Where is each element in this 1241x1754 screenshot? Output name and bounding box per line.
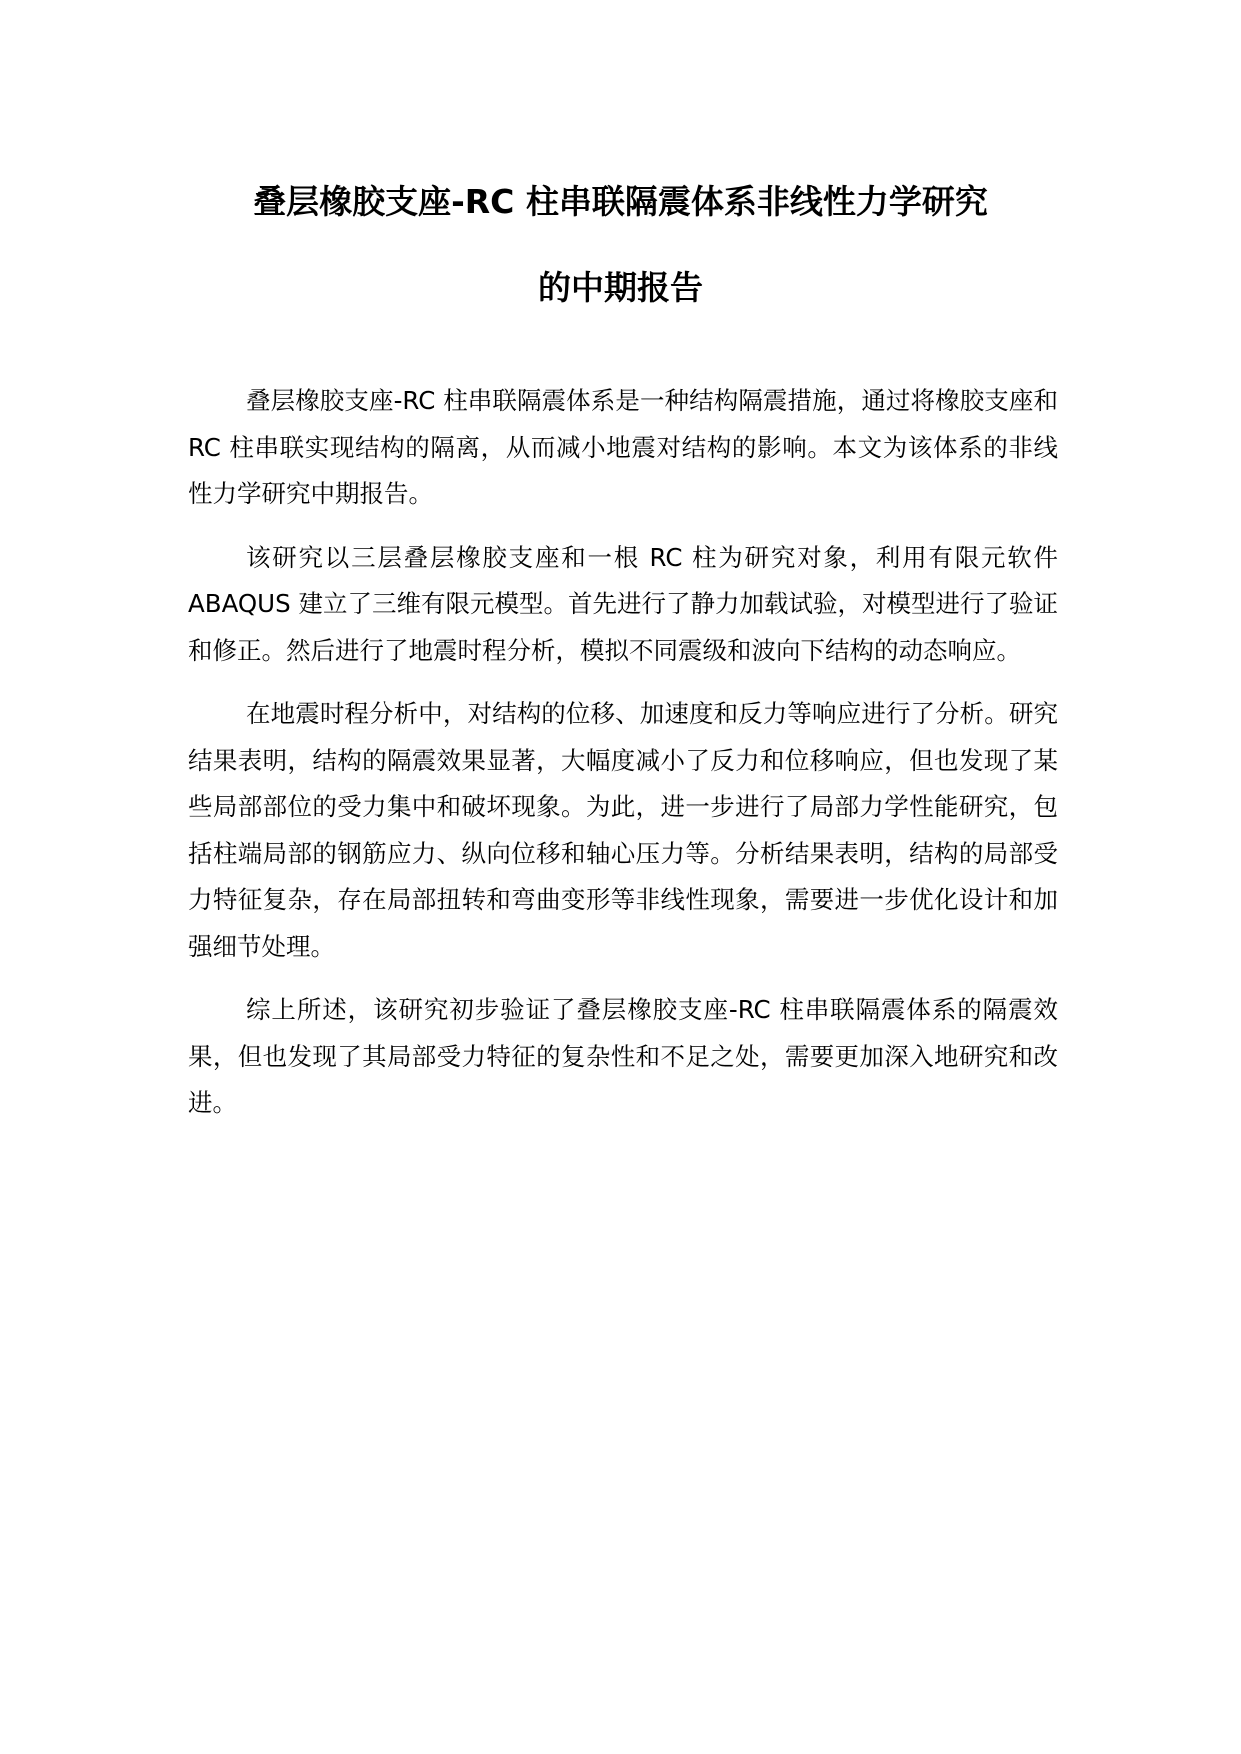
paragraph-1: 叠层橡胶支座-RC 柱串联隔震体系是一种结构隔震措施，通过将橡胶支座和 RC 柱串联实现结构的隔离，从而减小地震对结构的影响。本文为该体系的非线性力学研究中期报告。	[188, 386, 1058, 508]
paragraph-2: 该研究以三层叠层橡胶支座和一根 RC 柱为研究对象，利用有限元软件 ABAQUS 建立了三维有限元模型。首先进行了静力加载试验，对模型进行了验证和修正。然后进行了地震时程分析，模拟不同震级和波向下结构的动态响应。	[188, 542, 1058, 665]
document-body	[188, 378, 1058, 1144]
document-title-line-2: 的中期报告	[538, 268, 703, 307]
paragraph-3: 在地震时程分析中，对结构的位移、加速度和反力等响应进行了分析。研究结果表明，结构的隔震效果显著，大幅度减小了反力和位移响应，但也发现了某些局部部位的受力集中和破坏现象。为此，进一步进行了局部力学性能研究，包括柱端局部的钢筋应力、纵向位移和轴心压力等。分析结果表明，结构的局部受力特征复杂，存在局部扭转和弯曲变形等非线性现象，需要进一步优化设计和加强细节处理。	[188, 699, 1058, 961]
document-title-line-1: 叠层橡胶支座-RC 柱串联隔震体系非线性力学研究	[253, 182, 988, 221]
paragraph-4: 综上所述，该研究初步验证了叠层橡胶支座-RC 柱串联隔震体系的隔震效果，但也发现了其局部受力特征的复杂性和不足之处，需要更加深入地研究和改进。	[188, 995, 1058, 1117]
